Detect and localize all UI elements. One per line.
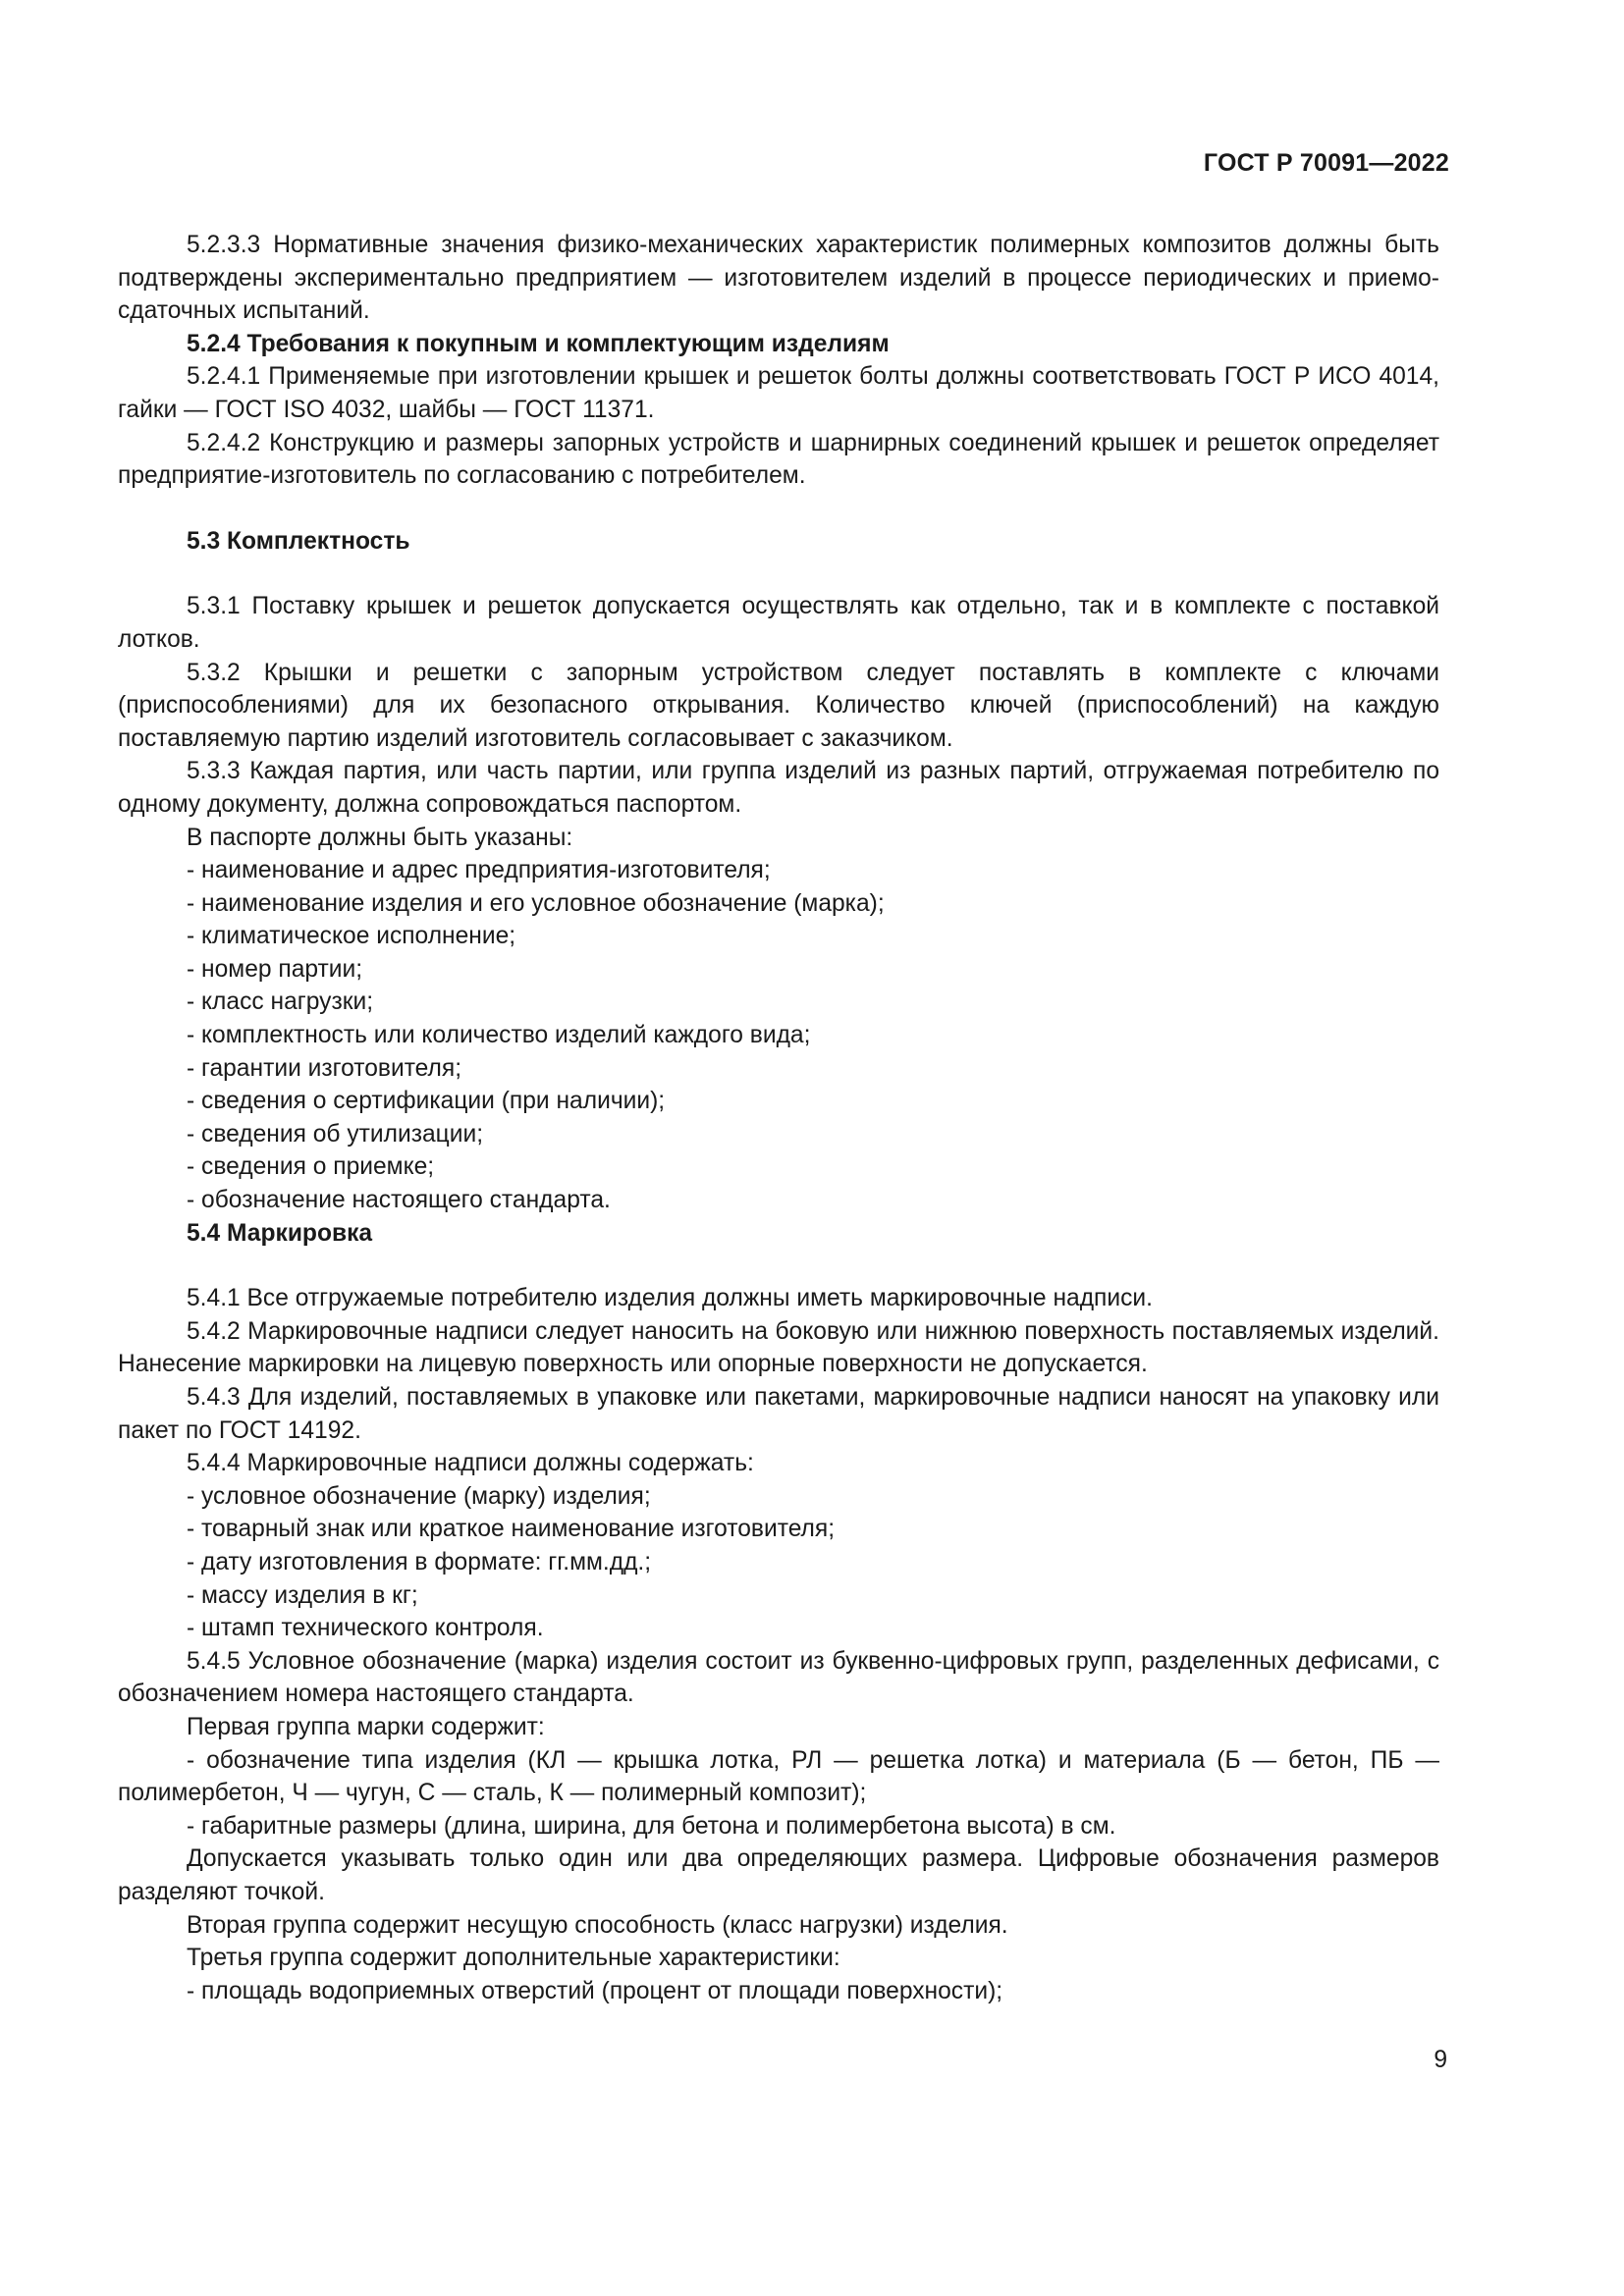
paragraph-5-4-2: 5.4.2 Маркировочные надписи следует наносить на боковую или нижнюю поверхность поставляемых изделий. Нанесение маркировки на лицевую поверхность или опорные поверхности не допускается. <box>118 1317 1439 1378</box>
paragraph-third-group-area: - площадь водоприемных отверстий (процент от площади поверхности); <box>187 1977 1003 2004</box>
document-number-header: ГОСТ Р 70091—2022 <box>1203 149 1449 177</box>
page-number: 9 <box>1434 2047 1447 2073</box>
paragraph-5-3-1: 5.3.1 Поставку крышек и решеток допускается осуществлять как отдельно, так и в комплекте с поставкой лотков. <box>118 593 1439 653</box>
list-item: - обозначение настоящего стандарта. <box>187 1187 611 1214</box>
section-heading-5-3: 5.3 Комплектность <box>187 527 410 555</box>
passport-requirements-list <box>118 854 1439 1217</box>
page-body <box>118 229 1439 2007</box>
paragraph-first-group-type: - обозначение типа изделия (КЛ — крышка лотка, РЛ — решетка лотка) и материала (Б — бетон, ПБ — полимербетон, Ч — чугун, С — сталь, К — полимерный композит); <box>118 1746 1439 1807</box>
paragraph-5-3-2: 5.3.2 Крышки и решетки с запорным устройством следует поставлять в комплекте с ключами (приспособлениями) для их безопасного открывания. Количество ключей (приспособлений) на каждую поставляемую партию изделий изготовитель согласовывает с заказчиком. <box>118 659 1439 752</box>
list-item: - дату изготовления в формате: гг.мм.дд.; <box>187 1548 652 1575</box>
section-heading-5-4: 5.4 Маркировка <box>187 1219 373 1247</box>
list-item: - наименование изделия и его условное обозначение (марка); <box>187 889 885 917</box>
list-item: - сведения о сертификации (при наличии); <box>187 1088 666 1115</box>
paragraph-5-4-1: 5.4.1 Все отгружаемые потребителю изделия должны иметь маркировочные надписи. <box>187 1285 1153 1312</box>
paragraph-5-4-5: 5.4.5 Условное обозначение (марка) изделия состоит из буквенно-цифровых групп, разделенных дефисами, с обозначением номера настоящего стандарта. <box>118 1647 1439 1708</box>
subsection-heading-5-2-4: 5.2.4 Требования к покупным и комплектующим изделиям <box>187 330 890 357</box>
list-item: - товарный знак или краткое наименование изготовителя; <box>187 1516 836 1543</box>
list-item: - сведения о приемке; <box>187 1153 435 1181</box>
paragraph-third-group: Третья группа содержит дополнительные характеристики: <box>187 1945 840 1972</box>
paragraph-5-4-4: 5.4.4 Маркировочные надписи должны содержать: <box>187 1450 754 1477</box>
list-item: - номер партии; <box>187 955 363 983</box>
list-item: - условное обозначение (марку) изделия; <box>187 1482 651 1510</box>
paragraph-allowed-dimensions: Допускается указывать только один или два определяющих размера. Цифровые обозначения размеров разделяют точкой. <box>118 1845 1439 1905</box>
list-item: - сведения об утилизации; <box>187 1120 484 1148</box>
list-item: - климатическое исполнение; <box>187 923 516 950</box>
list-item: - массу изделия в кг; <box>187 1581 418 1609</box>
paragraph-5-2-3-3: 5.2.3.3 Нормативные значения физико-механических характеристик полимерных композитов должны быть подтверждены экспериментально предприятием — изготовителем изделий в процессе периодических и приемо-сдаточных испытаний. <box>118 232 1439 325</box>
list-item: - наименование и адрес предприятия-изготовителя; <box>187 857 771 884</box>
paragraph-first-group-dimensions: - габаритные размеры (длина, ширина, для бетона и полимербетона высота) в см. <box>187 1812 1116 1840</box>
list-item: - комплектность или количество изделий каждого вида; <box>187 1022 811 1049</box>
list-item: - класс нагрузки; <box>187 988 374 1016</box>
marking-contents-list <box>118 1480 1439 1645</box>
paragraph-second-group: Вторая группа содержит несущую способность (класс нагрузки) изделия. <box>187 1911 1008 1939</box>
paragraph-first-group: Первая группа марки содержит: <box>187 1713 545 1740</box>
passport-list-intro: В паспорте должны быть указаны: <box>187 824 573 851</box>
list-item: - гарантии изготовителя; <box>187 1054 462 1082</box>
paragraph-5-4-3: 5.4.3 Для изделий, поставляемых в упаковке или пакетами, маркировочные надписи наносят на упаковку или пакет по ГОСТ 14192. <box>118 1384 1439 1444</box>
paragraph-5-2-4-2: 5.2.4.2 Конструкцию и размеры запорных устройств и шарнирных соединений крышек и решеток определяет предприятие-изготовитель по согласованию с потребителем. <box>118 429 1439 490</box>
paragraph-5-3-3: 5.3.3 Каждая партия, или часть партии, или группа изделий из разных партий, отгружаемая потребителю по одному документу, должна сопровождаться паспортом. <box>118 758 1439 818</box>
list-item: - штамп технического контроля. <box>187 1615 544 1642</box>
paragraph-5-2-4-1: 5.2.4.1 Применяемые при изготовлении крышек и решеток болты должны соответствовать ГОСТ Р ИСО 4014, гайки — ГОСТ ISO 4032, шайбы — ГОСТ 11371. <box>118 363 1439 423</box>
